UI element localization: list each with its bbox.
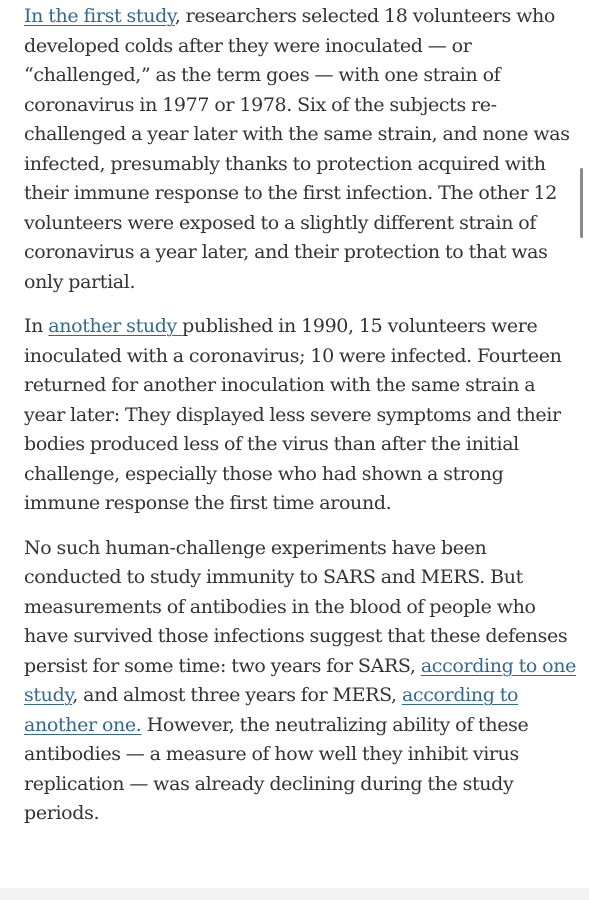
bottom-divider [0,888,589,900]
paragraph-another-study [24,312,580,519]
paragraph-sars-mers-text-2: , and almost three years for MERS, [72,684,402,706]
paragraph-first-study [24,0,580,297]
according-to-one-study-link[interactable]: according to one study [24,654,577,706]
another-study-link[interactable]: another study [48,315,183,337]
paragraph-sars-mers [24,534,580,829]
first-study-link[interactable]: In the first study [24,5,175,27]
paragraph-first-study-text: , researchers selected 18 volunteers who developed colds after they were inoculated — or “challenged,” as the term goes — with one strain of coronavirus in 1977 or 1978. Six of the subjects re-challenged a year later with the same strain, and none was infected, presumably thanks to protection acquired with their immune response to the first infection. The other 12 volunteers were exposed to a slightly different strain of coronavirus a year later, and their protection to that was only partial. [24,5,570,293]
paragraph-sars-mers-text-3: However, the neutralizing ability of these antibodies — a measure of how well they inhibit virus replication — was already declining during the study periods. [24,713,529,824]
paragraph-another-study-text: published in 1990, 15 volunteers were inoculated with a coronavirus; 10 were infected. Fourteen returned for another inoculation with the same strain a year later: They displayed less severe symptoms and their bodies produced less of the virus than after the initial challenge, especially those who had shown a strong immune response the first time around. [24,315,562,514]
article-body [24,0,580,829]
paragraph-another-study-prefix: In [24,315,49,337]
paragraph-sars-mers-text-1: No such human-challenge experiments have been conducted to study immunity to SARS and MERS. But measurements of antibodies in the blood of people who have survived those infections suggest that these defenses persist for some time: two years for SARS, [24,536,568,677]
according-to-another-one-link[interactable]: according to another one. [24,684,519,736]
scrollbar-thumb[interactable] [580,168,583,238]
